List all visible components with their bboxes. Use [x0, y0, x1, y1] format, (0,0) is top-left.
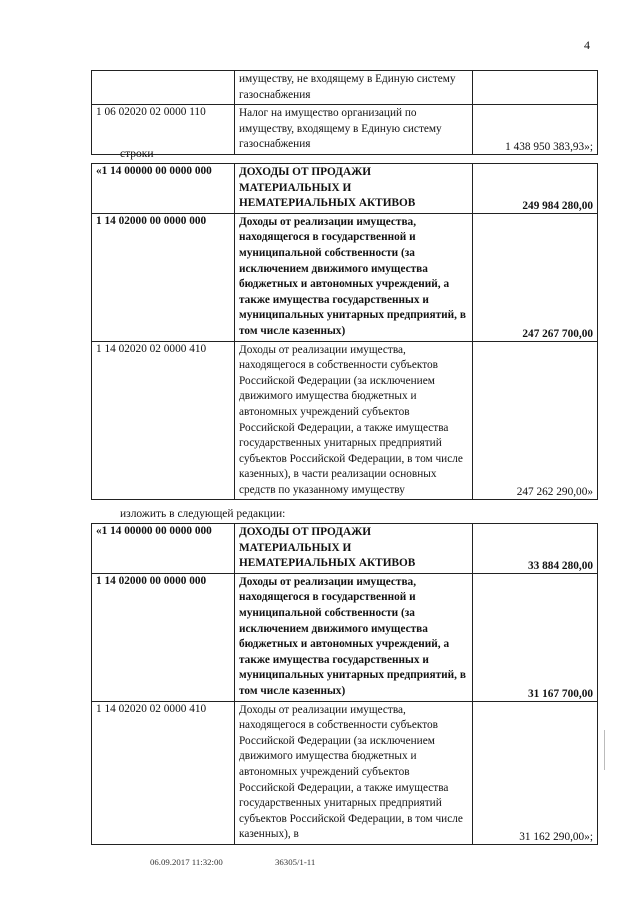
- name-cell: Доходы от реализации имущества, находящегося в государственной и муниципальной собственности (за исключением движимого имущества бюджетных и автономных учреждений, а также имущества государственных и муниципальных унитарных предприятий, в том числе казенных): [235, 573, 473, 701]
- new-values-table: [91, 523, 598, 845]
- top-table: [91, 70, 598, 155]
- code-cell: 1 14 02000 00 0000 000: [92, 573, 235, 701]
- name-cell: Доходы от реализации имущества, находящегося в собственности субъектов Российской Федерации (за исключением движимого имущества бюджетных и автономных учреждений субъектов Российской Федерации, а также имущества государственных унитарных предприятий субъектов Российской Федерации, в том числе казенных), в части реализации основных средств по указанному имуществу: [235, 341, 473, 500]
- code-cell: «1 14 00000 00 0000 000: [92, 524, 235, 574]
- footer-doc-id: 36305/1-11: [275, 857, 316, 867]
- amount-cell: 31 167 700,00: [473, 573, 598, 701]
- page-number: 4: [584, 38, 590, 52]
- table-row: [92, 164, 598, 214]
- table-row: [92, 341, 598, 500]
- table-row: [92, 573, 598, 701]
- name-cell: Доходы от реализации имущества, находящегося в государственной и муниципальной собственности (за исключением движимого имущества бюджетных и автономных учреждений, а также имущества государственных и муниципальных унитарных предприятий, в том числе казенных): [235, 213, 473, 341]
- code-cell: 1 06 02020 02 0000 110: [92, 105, 235, 155]
- amount-cell: 1 438 950 383,93»;: [473, 105, 598, 155]
- note-new-edition: изложить в следующей редакции:: [120, 508, 286, 520]
- name-cell: имуществу, не входящему в Единую систему газоснабжения: [235, 71, 473, 105]
- footer-timestamp: 06.09.2017 11:32:00: [150, 857, 223, 867]
- amount-cell: 247 267 700,00: [473, 213, 598, 341]
- old-values-table: [91, 163, 598, 500]
- code-cell: 1 14 02020 02 0000 410: [92, 341, 235, 500]
- note-strings: строки: [120, 148, 154, 160]
- amount-cell: 247 262 290,00»: [473, 341, 598, 500]
- scan-margin-mark: [604, 730, 605, 770]
- table-row: [92, 71, 598, 105]
- name-cell: Налог на имущество организаций по имуществу, входящему в Единую систему газоснабжения: [235, 105, 473, 155]
- amount-cell: 31 162 290,00»;: [473, 701, 598, 844]
- code-cell: «1 14 00000 00 0000 000: [92, 164, 235, 214]
- code-cell: 1 14 02020 02 0000 410: [92, 701, 235, 844]
- name-cell: Доходы от реализации имущества, находящегося в собственности субъектов Российской Федерации (за исключением движимого имущества бюджетных и автономных учреждений субъектов Российской Федерации, а также имущества государственных унитарных предприятий субъектов Российской Федерации, в том числе казенных), в: [235, 701, 473, 844]
- table-row: [92, 701, 598, 844]
- amount-cell: 249 984 280,00: [473, 164, 598, 214]
- table-row: [92, 524, 598, 574]
- table-row: [92, 105, 598, 155]
- name-cell: ДОХОДЫ ОТ ПРОДАЖИ МАТЕРИАЛЬНЫХ И НЕМАТЕРИАЛЬНЫХ АКТИВОВ: [235, 164, 473, 214]
- name-cell: ДОХОДЫ ОТ ПРОДАЖИ МАТЕРИАЛЬНЫХ И НЕМАТЕРИАЛЬНЫХ АКТИВОВ: [235, 524, 473, 574]
- amount-cell: [473, 71, 598, 105]
- amount-cell: 33 884 280,00: [473, 524, 598, 574]
- table-row: [92, 213, 598, 341]
- code-cell: 1 14 02000 00 0000 000: [92, 213, 235, 341]
- code-cell: [92, 71, 235, 105]
